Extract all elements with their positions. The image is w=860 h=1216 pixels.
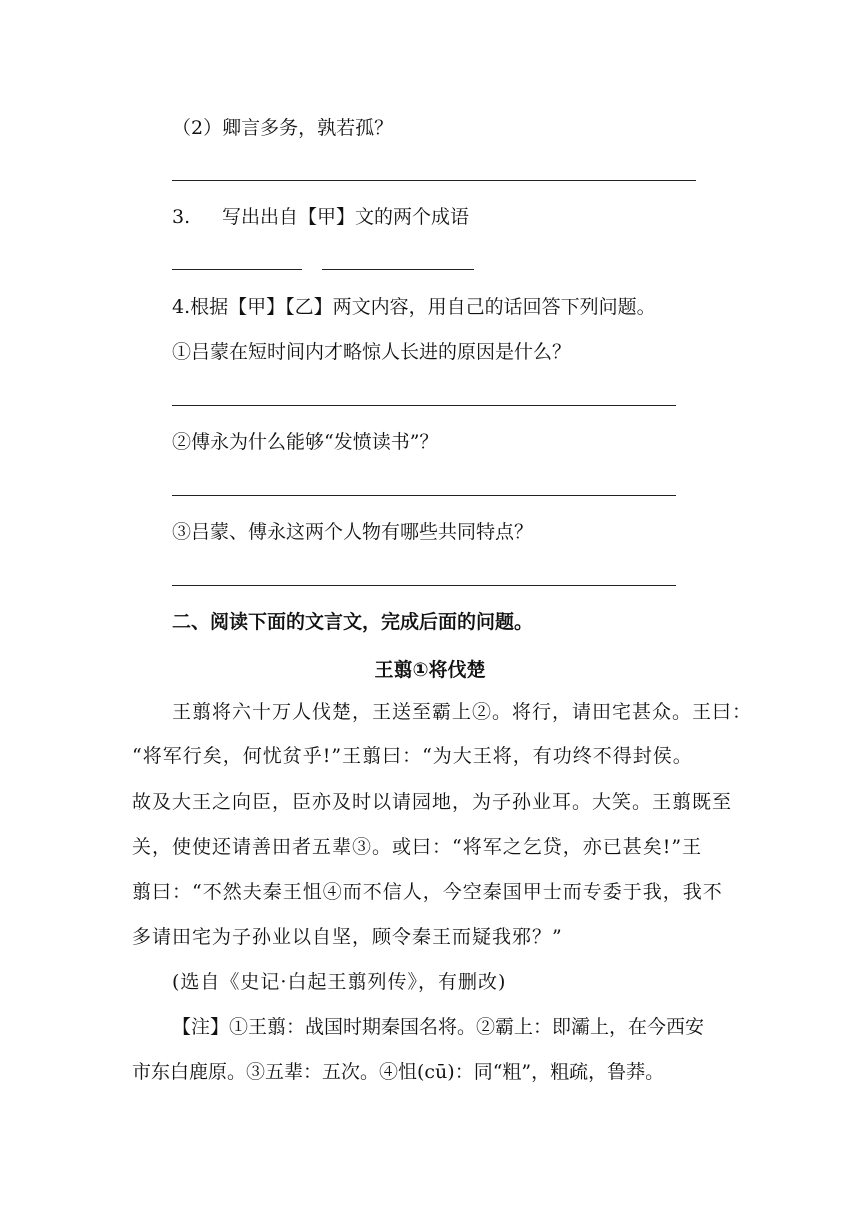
answer-line-q4-3[interactable]: [172, 585, 676, 586]
answer-line-q4-2[interactable]: [172, 495, 676, 496]
notes-line-2: 市东白鹿原。③五辈：五次。④怚(cū)：同“粗”，粗疏，鲁莽。: [132, 1061, 665, 1083]
question-3-number: 3.: [172, 206, 191, 228]
passage-line-5: 翦曰：“不然夫秦王怚④而不信人，今空秦国甲士而专委于我，我不: [132, 881, 723, 903]
question-4-prompt: 4.根据【甲】【乙】两文内容，用自己的话回答下列问题。: [172, 296, 656, 318]
answer-line-q4-1[interactable]: [172, 405, 676, 406]
answer-line-q2-2[interactable]: [172, 180, 696, 181]
question-3-text: 写出出自【甲】文的两个成语: [222, 206, 470, 228]
section-2-heading: 二、阅读下面的文言文，完成后面的问题。: [172, 611, 534, 633]
question-2-2: （2）卿言多务，孰若孤？: [172, 117, 394, 139]
question-4-sub1: ①吕蒙在短时间内才略惊人长进的原因是什么？: [172, 341, 572, 363]
answer-line-q3-2[interactable]: [322, 269, 474, 270]
notes-line-1: 【注】①王翦：战国时期秦国名将。②霸上：即灞上，在今西安: [172, 1016, 705, 1038]
passage-line-6: 多请田宅为子孙业以自坚，顾令秦王而疑我邪？”: [132, 926, 563, 948]
passage-line-1: 王翦将六十万人伐楚，王送至霸上②。将行，请田宅甚众。王曰：: [172, 701, 753, 723]
question-4-sub2: ②傅永为什么能够“发愤读书”？: [172, 431, 439, 453]
passage-source: (选自《史记·白起王翦列传》，有删改): [172, 971, 507, 993]
question-4-sub3: ③吕蒙、傅永这两个人物有哪些共同特点？: [172, 521, 534, 543]
passage-line-3: 故及大王之向臣，臣亦及时以请园地，为子孙业耳。大笑。王翦既至: [132, 791, 733, 813]
passage-line-4: 关，使使还请善田者五辈③。或曰：“将军之乞贷，亦已甚矣!”王: [132, 836, 703, 858]
passage-line-2: “将军行矣，何忧贫乎!”王翦曰：“为大王将，有功终不得封侯。: [132, 745, 693, 767]
answer-line-q3-1[interactable]: [172, 269, 302, 270]
passage-title: 王翦①将伐楚: [374, 659, 486, 681]
